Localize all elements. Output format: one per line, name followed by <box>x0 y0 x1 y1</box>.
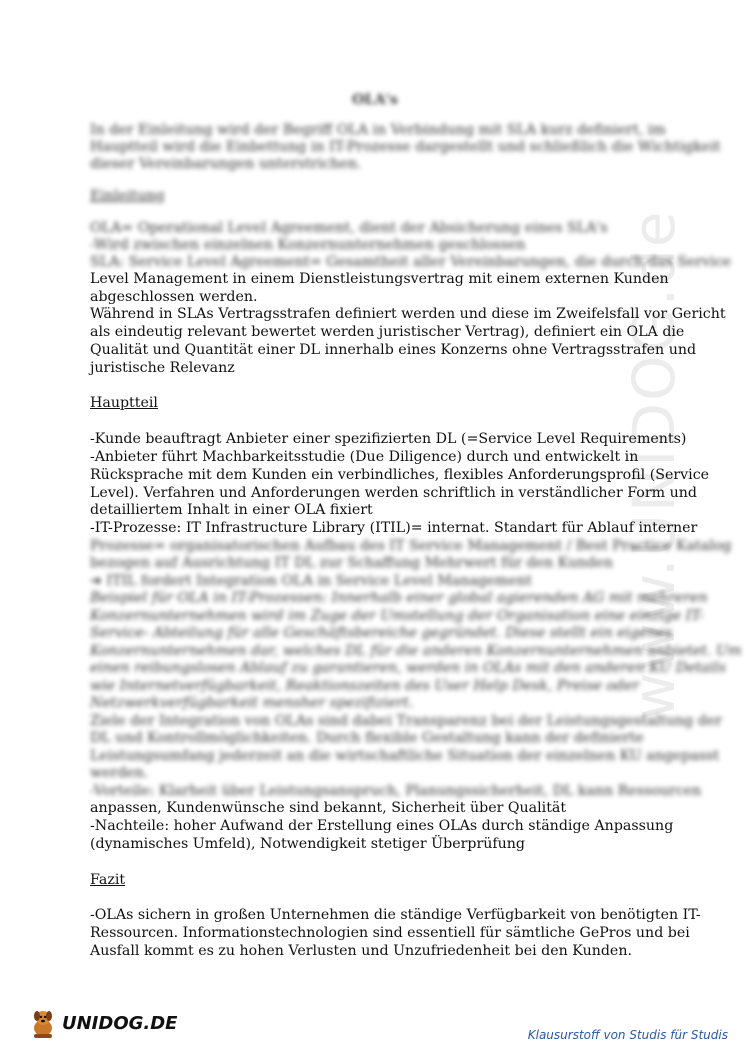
blurred-line: bezogen auf Ausrichtung IT DL zur Schaffung Mehrwert für den Kunden <box>90 555 613 571</box>
blurred-line: ➔ ITIL fordert Integration OLA in Service Level Management <box>90 573 532 589</box>
blurred-line: Prozesse= organisatorischen Aufbau des IT Service Management / Best Practice Katalog <box>90 538 732 554</box>
section-heading-hauptteil: Hauptteil <box>90 395 158 411</box>
blurred-line: werden. <box>90 765 149 781</box>
blurred-line: einen reibungslosen Ablauf zu garantieren, werden in OLAs mit den anderen KU Details <box>90 660 726 676</box>
blurred-line: -Wird zwischen einzelnen Konzernunternehmen geschlossen <box>90 237 526 253</box>
blurred-line: Netzwerkverfügbarkeit mensher spezifiziert. <box>90 695 414 711</box>
intro-line: In der Einleitung wird der Begriff OLA in Verbindung mit SLA kurz definiert, im <box>90 122 666 138</box>
footer-tagline: Klausurstoff von Studis für Studis <box>527 1028 728 1042</box>
intro-line: Hauptteil wird die Einbettung in IT-Prozesse dargestellt und schließlich die Wichtigkeit <box>90 139 721 155</box>
blurred-line: wie Internetverfügbarkeit, Reaktionszeiten des User Help Desk, Preise oder <box>90 678 640 694</box>
blurred-line: -Vorteile: Klarheit über Leistungsanspruch, Planungssicherheit, DL kann Ressourcen <box>90 783 702 799</box>
document-title: OLA's <box>352 92 398 108</box>
logo-text: UNIDOG.DE <box>62 1012 178 1034</box>
text-line: Level). Verfahren und Anforderungen werden schriftlich in verständlicher Form und <box>90 485 697 501</box>
text-line: Qualität und Quantität einer DL innerhalb eines Konzerns ohne Vertragsstrafen und <box>90 342 697 358</box>
text-line: juristische Relevanz <box>90 360 235 376</box>
text-line: -OLAs sichern in großen Unternehmen die ständige Verfügbarkeit von benötigten IT- <box>90 907 701 923</box>
text-line: -Nachteile: hoher Aufwand der Erstellung eines OLAs durch ständige Anpassung <box>90 818 674 834</box>
text-line: Ressourcen. Informationstechnologien sind essentiell für sämtliche GePros und bei <box>90 925 690 941</box>
blurred-line: Beispiel für OLA in IT-Prozessen: Innerhalb einer global agierenden AG mit mehreren <box>90 590 708 606</box>
text-line: anpassen, Kundenwünsche sind bekannt, Sicherheit über Qualität <box>90 800 567 816</box>
text-line: (dynamisches Umfeld), Notwendigkeit stetiger Überprüfung <box>90 836 525 852</box>
section-heading-einleitung: Einleitung <box>90 188 165 204</box>
blurred-line: Leistungsumfang jederzeit an die wirtschaftliche Situation der einzelnen KU angepasst <box>90 748 720 764</box>
dog-mascot-icon <box>28 1007 58 1039</box>
text-line: -Kunde beauftragt Anbieter einer spezifizierten DL (=Service Level Requirements) <box>90 431 687 447</box>
text-line: Rücksprache mit dem Kunden ein verbindliches, flexibles Anforderungsprofil (Service <box>90 467 710 483</box>
blurred-line: OLA= Operational Level Agreement, dient der Absicherung eines SLA's <box>90 220 608 236</box>
text-line: abgeschlossen werden. <box>90 289 258 305</box>
text-line: detailliertem Inhalt in einer OLA fixiert <box>90 502 373 518</box>
intro-line: dieser Vereinbarungen unterstrichen. <box>90 156 362 172</box>
text-line: als eindeutig relevant bewertet werden juristischer Vertrag), definiert ein OLA die <box>90 324 685 340</box>
text-line: Während in SLAs Vertragsstrafen definiert werden und diese im Zweifelsfall vor Gericht <box>90 306 726 322</box>
section-heading-fazit: Fazit <box>90 872 126 888</box>
unidog-logo[interactable] <box>28 1005 177 1041</box>
text-line: Level Management in einem Dienstleistungsvertrag mit einem externen Kunden <box>90 271 669 287</box>
blurred-line: Service- Abteilung für alle Geschäftsbereiche gegründet. Diese stellt ein eigenes <box>90 625 673 641</box>
text-line: -IT-Prozesse: IT Infrastructure Library (ITIL)= internat. Standart für Ablauf interner <box>90 520 698 536</box>
blurred-line: SLA: Service Level Agreement= Gesamtheit aller Vereinbarungen, die durch das Service <box>90 254 732 270</box>
blurred-line: Konzernunternehmen dar, welches DL für die anderen Konzernunternehmen anbietet. Um <box>90 643 742 659</box>
watermark: www.UNIDOG.de <box>620 209 688 720</box>
blurred-line: Konzernunternehmen wird im Zuge der Umstellung der Organisation eine einzige IT- <box>90 608 704 624</box>
blurred-line: DL und Kontrollmöglichkeiten. Durch flexible Gestaltung kann der definierte <box>90 730 644 746</box>
text-line: -Anbieter führt Machbarkeitsstudie (Due Diligence) durch und entwickelt in <box>90 449 639 465</box>
text-line: Ausfall kommt es zu hohen Verlusten und Unzufriedenheit bei den Kunden. <box>90 943 632 959</box>
blurred-line: Ziele der Integration von OLAs sind dabei Transparenz bei der Leistungsgestaltung der <box>90 713 723 729</box>
